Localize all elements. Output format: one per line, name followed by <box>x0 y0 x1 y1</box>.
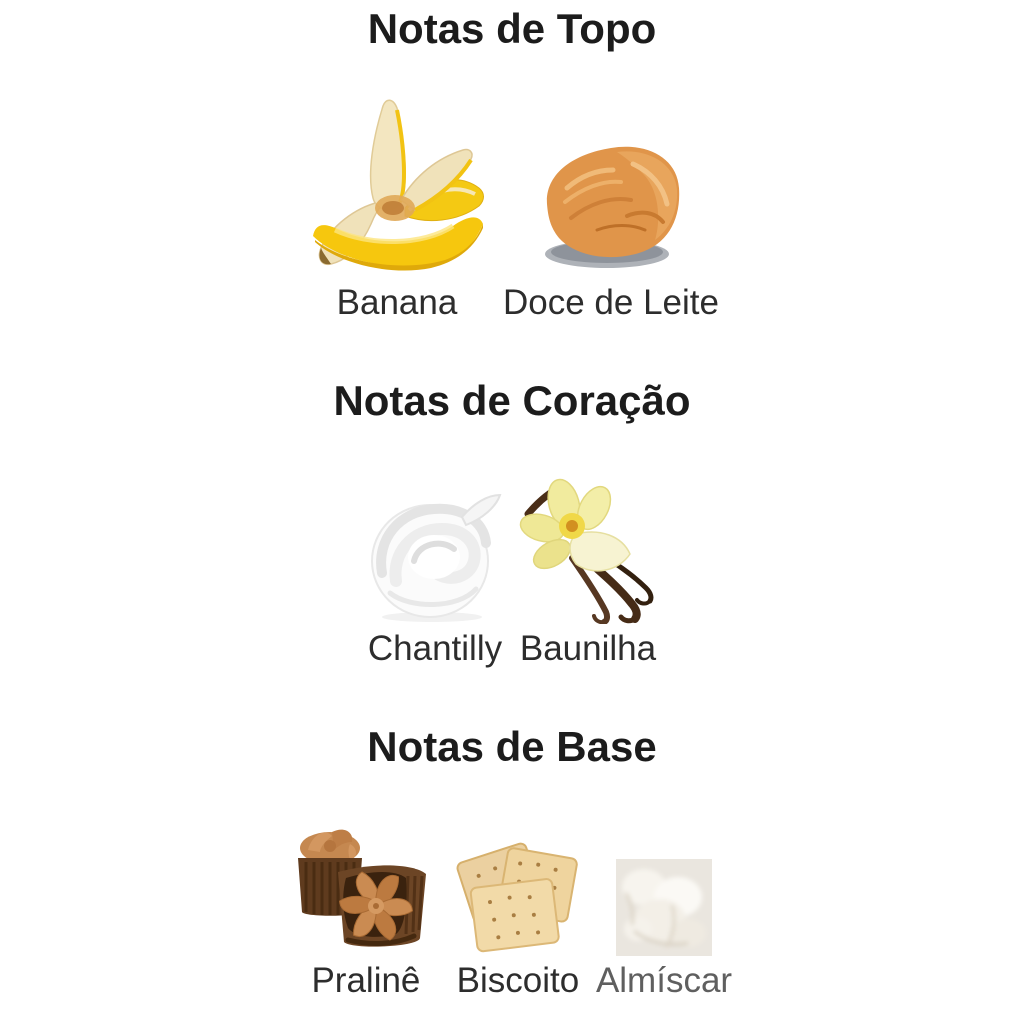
whipped-cream-icon <box>366 469 504 624</box>
section-base-notes <box>0 722 1024 1002</box>
vanilla-flower-pods-icon <box>518 474 658 624</box>
top-notes-row <box>0 96 1024 324</box>
heart-notes-row <box>0 469 1024 670</box>
note-label-praline: Pralinê <box>311 961 421 1001</box>
biscuit-crackers-icon <box>454 841 582 956</box>
dulce-de-leche-spoon-icon <box>537 126 685 278</box>
note-biscoito <box>454 841 582 1002</box>
praline-chocolate-cup-icon <box>292 814 440 956</box>
banana-icon <box>305 96 489 278</box>
note-label-baunilha: Baunilha <box>519 628 657 668</box>
section-top-notes <box>0 4 1024 324</box>
note-baunilha <box>518 474 658 670</box>
note-label-almiscar: Almíscar <box>595 961 733 1001</box>
note-banana <box>305 96 489 324</box>
note-doce-de-leite <box>503 126 719 324</box>
note-praline <box>292 814 440 1002</box>
note-almiscar <box>596 859 732 1002</box>
section-heart-notes <box>0 376 1024 669</box>
base-notes-row <box>0 814 1024 1002</box>
note-chantilly <box>366 469 504 670</box>
note-label-doce-de-leite: Doce de Leite <box>503 283 719 323</box>
heart-notes-title: Notas de Coração <box>333 377 691 425</box>
musk-icon <box>616 859 712 956</box>
base-notes-title: Notas de Base <box>367 722 657 770</box>
top-notes-title: Notas de Topo <box>367 5 657 52</box>
note-label-banana: Banana <box>336 283 458 323</box>
note-label-biscoito: Biscoito <box>456 961 580 1001</box>
note-label-chantilly: Chantilly <box>367 628 503 668</box>
